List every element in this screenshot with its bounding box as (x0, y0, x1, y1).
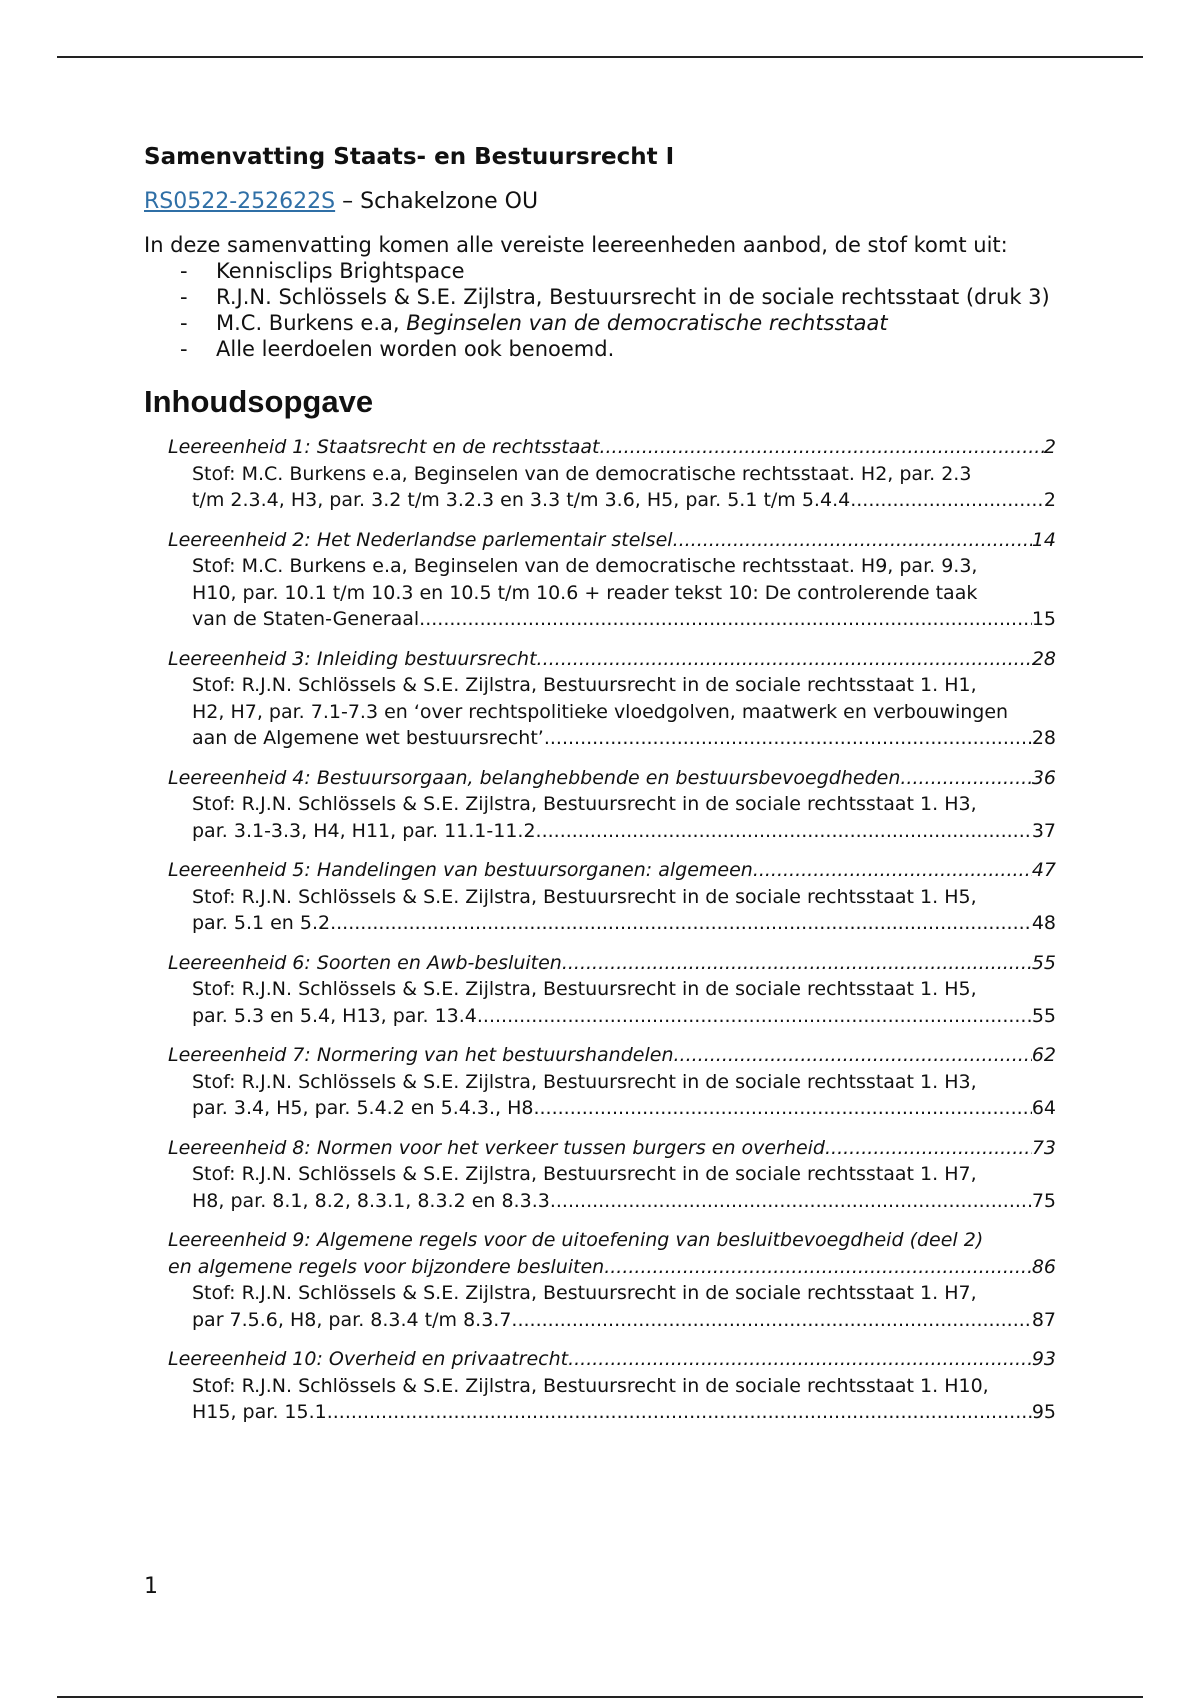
toc-entry (144, 1042, 1056, 1122)
toc-unit-title: Leereenheid 7: Normering van het bestuurshandelen (168, 1044, 674, 1066)
toc-leader-dots (330, 910, 1032, 937)
source-text: R.J.N. Schlössels & S.E. Zijlstra, Bestuursrecht in de sociale rechtsstaat (druk 3) (216, 285, 1050, 309)
toc-entry (144, 857, 1056, 937)
source-text: Alle leerdoelen worden ook benoemd. (216, 337, 615, 361)
toc-source-link[interactable] (144, 976, 1056, 1029)
toc-unit-title: Leereenheid 2: Het Nederlandse parlementair stelsel (168, 528, 673, 551)
toc-source-link[interactable] (144, 1280, 1056, 1333)
source-item (144, 284, 1056, 310)
source-item (144, 336, 1056, 362)
toc-page-number: 15 (1031, 608, 1056, 630)
toc-unit-line (168, 527, 1056, 554)
toc-source-line (192, 553, 1056, 580)
toc-leader-dots (568, 1346, 1032, 1373)
toc-source-text: aan de Algemene wet bestuursrecht’ (192, 727, 544, 749)
toc-source-line (192, 699, 1056, 726)
source-text: M.C. Burkens e.a, (216, 311, 407, 335)
toc-leader-dots (562, 950, 1032, 977)
toc-page-number: 47 (1031, 859, 1056, 881)
toc-page-number: 14 (1031, 528, 1056, 551)
list-dash: - (180, 311, 188, 335)
toc-leader-dots (900, 765, 1031, 792)
toc-page-number: 62 (1031, 1044, 1056, 1066)
intro-text: In deze samenvatting komen alle vereiste leereenheden aanbod, de stof komt uit: (144, 233, 1008, 257)
list-dash: - (180, 337, 188, 361)
toc-unit-link[interactable] (144, 527, 1056, 554)
toc-unit-title: Leereenheid 10: Overheid en privaatrecht (168, 1348, 569, 1370)
toc-source-text: Stof: R.J.N. Schlössels & S.E. Zijlstra, Bestuursrecht in de sociale rechtsstaat 1. H3, (192, 1070, 977, 1093)
toc-source-link[interactable] (144, 791, 1056, 844)
footer-rule (57, 1696, 1143, 1698)
toc-source-link[interactable] (144, 1161, 1056, 1214)
course-subtitle (144, 186, 1056, 218)
toc-source-text: Stof: R.J.N. Schlössels & S.E. Zijlstra, Bestuursrecht in de sociale rechtsstaat 1. H3, (192, 793, 977, 815)
toc-unit-title: Leereenheid 4: Bestuursorgaan, belanghebbende en bestuursbevoegdheden (168, 766, 901, 789)
toc-heading: Inhoudsopgave (144, 384, 374, 419)
toc-source-text: Stof: R.J.N. Schlössels & S.E. Zijlstra, Bestuursrecht in de sociale rechtsstaat 1. H1, (192, 674, 977, 696)
toc-unit-line (168, 646, 1056, 673)
toc-source-text: par. 5.3 en 5.4, H13, par. 13.4 (192, 1004, 477, 1027)
toc-unit-link[interactable] (144, 950, 1056, 977)
toc-unit-title: Leereenheid 9: Algemene regels voor de uitoefening van besluitbevoegdheid (deel 2) (168, 1229, 984, 1251)
toc-entry (144, 1346, 1056, 1426)
toc-unit-link[interactable] (144, 646, 1056, 673)
toc-leader-dots (599, 434, 1043, 461)
toc-source-link[interactable] (144, 884, 1056, 937)
toc-entry (144, 434, 1056, 514)
toc-source-line (192, 1280, 1056, 1307)
toc-source-text: par 7.5.6, H8, par. 8.3.4 t/m 8.3.7 (192, 1308, 512, 1331)
toc-source-text: par. 3.1-3.3, H4, H11, par. 11.1-11.2 (192, 819, 536, 842)
toc-source-text: Stof: M.C. Burkens e.a, Beginselen van de democratische rechtsstaat. H2, par. 2.3 (192, 462, 972, 485)
toc-source-line (192, 606, 1056, 633)
page-content (144, 140, 1056, 1439)
toc-source-line (192, 976, 1056, 1003)
toc-source-line (192, 672, 1056, 699)
toc-leader-dots (544, 725, 1032, 752)
toc-unit-title: Leereenheid 6: Soorten en Awb-besluiten (168, 951, 562, 974)
toc-unit-title: Leereenheid 8: Normen voor het verkeer tussen burgers en overheid (168, 1136, 825, 1159)
toc-leader-dots (674, 1042, 1032, 1069)
toc-page-number: 48 (1031, 912, 1056, 934)
toc-unit-link[interactable] (144, 857, 1056, 884)
toc-entry (144, 1227, 1056, 1333)
toc-page-number: 55 (1031, 951, 1056, 974)
source-item (144, 258, 1056, 284)
toc-source-text: par. 5.1 en 5.2 (192, 912, 331, 934)
toc-page-number: 28 (1031, 647, 1056, 670)
toc-unit-link[interactable] (144, 1346, 1056, 1373)
toc-source-line (192, 1095, 1056, 1122)
toc-leader-dots (753, 857, 1032, 884)
toc-source-link[interactable] (144, 1373, 1056, 1426)
toc-unit-line (168, 434, 1056, 461)
toc-source-text: Stof: R.J.N. Schlössels & S.E. Zijlstra, Bestuursrecht in de sociale rechtsstaat 1. H5, (192, 885, 977, 908)
toc-source-line (192, 791, 1056, 818)
toc-leader-dots (477, 1003, 1032, 1030)
toc-entry (144, 527, 1056, 633)
toc-source-line (192, 1307, 1056, 1334)
toc-unit-link[interactable] (144, 1042, 1056, 1069)
toc-source-line (192, 1161, 1056, 1188)
source-item (144, 310, 1056, 336)
toc-unit-link[interactable] (144, 765, 1056, 792)
toc-unit-title: en algemene regels voor bijzondere besluiten (168, 1255, 605, 1278)
toc-page-number: 87 (1031, 1308, 1056, 1331)
toc-page-number: 64 (1031, 1097, 1056, 1119)
course-code-link[interactable]: RS0522-252622S (144, 189, 336, 214)
toc-source-text: van de Staten-Generaal (192, 608, 420, 630)
toc-source-link[interactable] (144, 553, 1056, 633)
toc-leader-dots (537, 646, 1032, 673)
toc-entry (144, 1135, 1056, 1215)
toc-page-number: 28 (1031, 727, 1056, 749)
toc-page-number: 73 (1031, 1136, 1056, 1159)
table-of-contents (144, 434, 1056, 1426)
source-book-title: Beginselen van de democratische rechtsstaat (406, 311, 888, 335)
toc-entry (144, 950, 1056, 1030)
toc-page-number: 55 (1031, 1004, 1056, 1027)
toc-unit-line (168, 857, 1056, 884)
toc-source-text: Stof: M.C. Burkens e.a, Beginselen van de democratische rechtsstaat. H9, par. 9.3, (192, 555, 978, 577)
toc-unit-title: Leereenheid 5: Handelingen van bestuursorganen: algemeen (168, 859, 753, 881)
toc-source-line (192, 1373, 1056, 1400)
toc-unit-line (168, 1135, 1056, 1162)
toc-entry (144, 765, 1056, 845)
toc-source-line (192, 487, 1056, 514)
toc-source-line (192, 1003, 1056, 1030)
toc-source-line (192, 1069, 1056, 1096)
toc-source-line (192, 1399, 1056, 1426)
toc-unit-link[interactable] (144, 1227, 1056, 1280)
toc-page-number: 36 (1031, 766, 1056, 789)
toc-source-text: Stof: R.J.N. Schlössels & S.E. Zijlstra, Bestuursrecht in de sociale rechtsstaat 1. H5, (192, 978, 977, 1000)
toc-page-number: 37 (1031, 819, 1056, 842)
toc-page-number: 93 (1031, 1348, 1056, 1370)
toc-source-line (192, 910, 1056, 937)
page-number: 1 (144, 1574, 158, 1599)
toc-source-line (192, 884, 1056, 911)
toc-source-text: Stof: R.J.N. Schlössels & S.E. Zijlstra, Bestuursrecht in de sociale rechtsstaat 1. H10, (192, 1374, 989, 1397)
toc-source-line (192, 818, 1056, 845)
toc-leader-dots (419, 606, 1032, 633)
toc-source-text: Stof: R.J.N. Schlössels & S.E. Zijlstra, Bestuursrecht in de sociale rechtsstaat 1. H7, (192, 1282, 977, 1304)
toc-page-number: 2 (1043, 436, 1056, 458)
course-subtitle-text: – Schakelzone OU (335, 189, 539, 214)
toc-source-text: H15, par. 15.1 (192, 1401, 327, 1423)
toc-source-line (192, 1188, 1056, 1215)
toc-source-text: H2, H7, par. 7.1-7.3 en ‘over rechtspolitieke vloedgolven, maatwerk en verbouwingen (192, 700, 1009, 723)
list-dash: - (180, 285, 188, 309)
toc-unit-link[interactable] (144, 434, 1056, 461)
toc-source-line (192, 461, 1056, 488)
toc-leader-dots (533, 1095, 1031, 1122)
toc-source-link[interactable] (144, 672, 1056, 752)
toc-unit-line (168, 1227, 1056, 1254)
list-dash: - (180, 259, 188, 283)
toc-leader-dots (825, 1135, 1032, 1162)
toc-unit-line (168, 950, 1056, 977)
toc-unit-line (168, 1042, 1056, 1069)
toc-page-number: 95 (1031, 1401, 1056, 1423)
toc-leader-dots (550, 1188, 1032, 1215)
toc-leader-dots (327, 1399, 1032, 1426)
toc-unit-title: Leereenheid 1: Staatsrecht en de rechtsstaat (168, 436, 600, 458)
toc-leader-dots (850, 487, 1044, 514)
toc-entry (144, 646, 1056, 752)
toc-unit-line (168, 1254, 1056, 1281)
toc-unit-line (168, 1346, 1056, 1373)
toc-source-text: t/m 2.3.4, H3, par. 3.2 t/m 3.2.3 en 3.3 t/m 3.6, H5, par. 5.1 t/m 5.4.4 (192, 489, 851, 511)
source-list (144, 258, 1056, 362)
toc-unit-link[interactable] (144, 1135, 1056, 1162)
toc-source-line (192, 580, 1056, 607)
toc-leader-dots (604, 1254, 1032, 1281)
document-title: Samenvatting Staats- en Bestuursrecht I (144, 144, 675, 170)
toc-leader-dots (511, 1307, 1031, 1334)
toc-source-line (192, 725, 1056, 752)
toc-source-text: par. 3.4, H5, par. 5.4.2 en 5.4.3., H8 (192, 1097, 534, 1119)
toc-leader-dots (673, 527, 1032, 554)
source-text: Kennisclips Brightspace (216, 259, 465, 283)
toc-page-number: 75 (1031, 1189, 1056, 1212)
toc-unit-line (168, 765, 1056, 792)
toc-leader-dots (536, 818, 1032, 845)
toc-source-link[interactable] (144, 461, 1056, 514)
toc-unit-title: Leereenheid 3: Inleiding bestuursrecht (168, 647, 537, 670)
header-rule (57, 56, 1143, 58)
toc-source-text: H10, par. 10.1 t/m 10.3 en 10.5 t/m 10.6 + reader tekst 10: De controlerende taak (192, 581, 978, 604)
toc-source-link[interactable] (144, 1069, 1056, 1122)
toc-source-text: H8, par. 8.1, 8.2, 8.3.1, 8.3.2 en 8.3.3 (192, 1189, 550, 1212)
toc-page-number: 86 (1031, 1255, 1056, 1278)
toc-source-text: Stof: R.J.N. Schlössels & S.E. Zijlstra, Bestuursrecht in de sociale rechtsstaat 1. H7, (192, 1163, 977, 1185)
toc-page-number: 2 (1043, 489, 1056, 511)
